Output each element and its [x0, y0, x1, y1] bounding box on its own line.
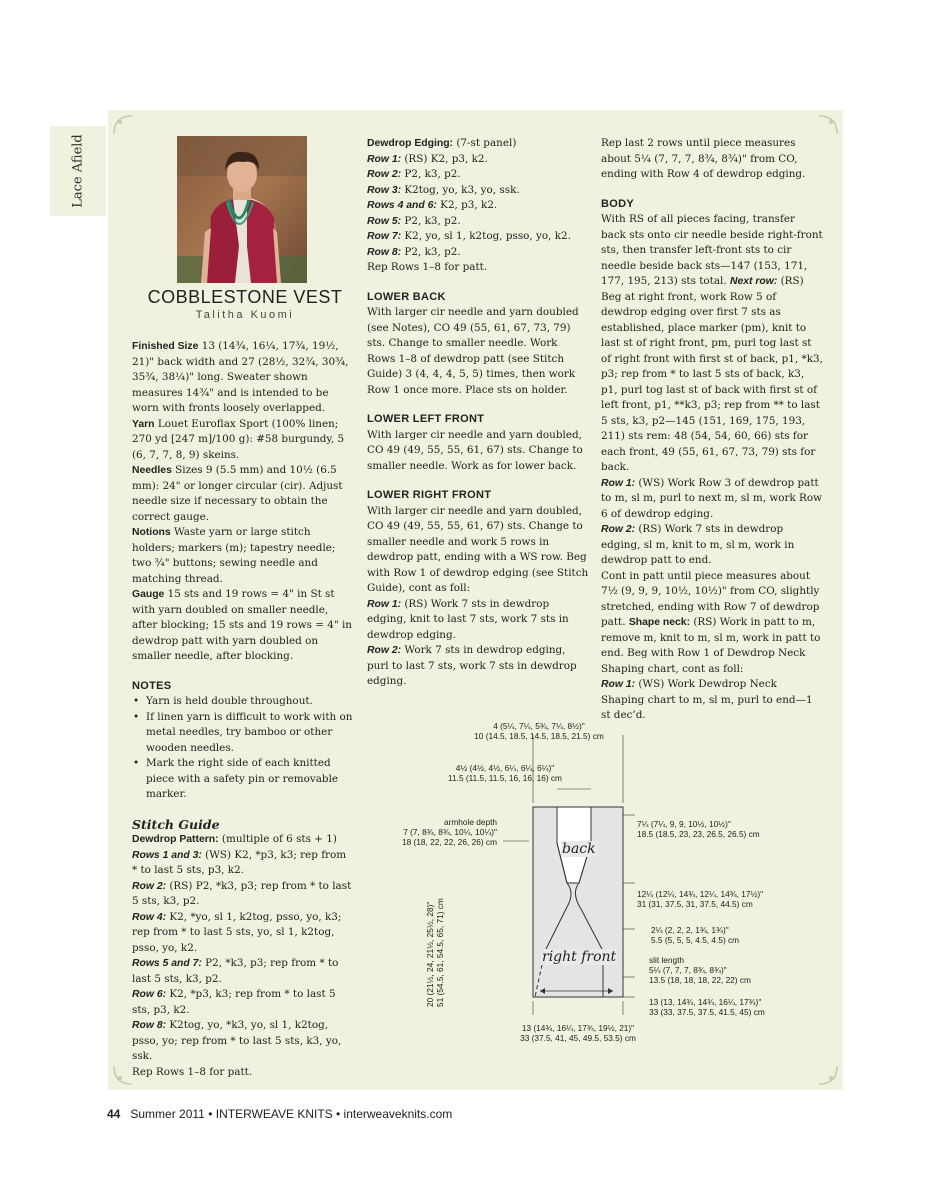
dim-cm: 51 (54.5, 61, 54.5, 65, 71) cm [435, 898, 445, 1007]
row-text: (RS) Work 7 sts in dewdrop edging, knit to last 7 sts, work 7 sts in dewdrop edging. [367, 597, 569, 641]
dim-inches: 4 (5¼, 7¼, 5¾, 7¼, 8½)" [493, 721, 585, 731]
row-label: Row 1: [367, 598, 402, 610]
row-label: Row 1: [367, 153, 402, 165]
row-label: Row 6: [132, 989, 167, 1000]
dim-right-5 [649, 997, 765, 1017]
row-text: P2, *k3, p3; rep from * to last 5 sts, k3, p2. [132, 957, 339, 985]
dim-cm: 33 (33, 37.5, 37.5, 41.5, 45) cm [649, 1007, 765, 1017]
row-text: P2, k3, p2. [401, 214, 461, 227]
row-text: K2, *p3, k3; rep from * to last 5 sts, p3, k2. [132, 988, 336, 1016]
page-number: 44 [107, 1107, 121, 1121]
row-text: K2, *yo, sl 1, k2tog, psso, yo, k3; rep from * to last 5 sts, yo, sl 1, k2tog, psso, yo, k2. [132, 910, 342, 954]
gauge-text: 15 sts and 19 rows = 4" in St st with yarn doubled on smaller needle, after blocking; 15 sts and 19 rows = 4" in dewdrop patt with yarn doubled on smaller needle, after blocking. [132, 588, 352, 662]
row-para [367, 214, 589, 230]
dim-inches: 5¼ (7, 7, 7, 8¾, 8¾)" [649, 965, 727, 975]
next-row-label: Next row: [729, 276, 778, 287]
row-para [132, 879, 354, 910]
row-text: K2, yo, sl 1, k2tog, psso, yo, k2. [401, 230, 571, 242]
footer-separator: • [336, 1107, 341, 1121]
row-text: (RS) K2, p3, k2. [401, 152, 488, 165]
row-label: Row 8: [132, 1020, 167, 1031]
gauge-label: Gauge [132, 589, 165, 600]
lower-right-front-text: With larger cir needle and yarn doubled, CO 49 (49, 55, 55, 61, 67) sts. Change to smaller needle and work 5 rows in dewdrop patt, ending with a WS row. Beg with Row 1 of dewdrop edging (see Stitch Guide), cont as foll: [367, 504, 589, 594]
body-para [601, 212, 823, 476]
dim-caption: armhole depth [443, 817, 497, 827]
row-label: Rows 1 and 3: [132, 849, 202, 861]
gauge-para [132, 587, 354, 665]
row-para [132, 910, 354, 957]
finished-size-label: Finished Size [132, 341, 199, 352]
body-heading: BODY [601, 197, 634, 210]
list-item: • Mark the right side of each knitted piece with a safety pin or removable marker. [132, 756, 354, 803]
edging-text: (7-st panel) [453, 137, 517, 149]
left-column [132, 339, 354, 1080]
corner-ornament-icon [112, 1064, 134, 1086]
dim-bottom-width [478, 1023, 678, 1043]
dewdrop-pattern-para [132, 832, 354, 848]
row-label: Row 1: [601, 679, 636, 690]
row-label: Row 2: [601, 524, 636, 535]
lower-left-front-text: With larger cir needle and yarn doubled, CO 49 (49, 55, 55, 61, 67) sts. Change to smaller needle. Work as for lower back. [367, 428, 583, 472]
dim-inches: 7¼ (7¼, 9, 9, 10½, 10½)" [637, 819, 731, 829]
corner-ornament-icon [817, 1064, 839, 1086]
row-para [132, 1018, 354, 1065]
dim-slit-length [649, 955, 751, 985]
model-photo [177, 136, 307, 283]
needles-para [132, 463, 354, 525]
row-text: (WS) Work Row 3 of dewdrop patt to m, sl m, purl to next m, sl m, work Row 6 of dewdrop edging. [601, 476, 823, 520]
row-label: Row 2: [367, 645, 402, 656]
repeat-text: Rep Rows 1–8 for patt. [132, 1065, 253, 1078]
dim-right-1 [637, 819, 760, 839]
row-para [367, 183, 589, 199]
row-label: Row 2: [132, 880, 167, 892]
dim-total-length [425, 898, 445, 1007]
dewdrop-pattern-label: Dewdrop Pattern: [132, 834, 219, 845]
row-label: Row 5: [367, 215, 402, 227]
yarn-text: Louet Euroflax Sport (100% linen; 270 yd [247 m]/100 g): #58 burgundy, 5 (6, 7, 7, 8, 9) skeins. [132, 417, 345, 461]
shape-neck-text: (RS) Work in patt to m, remove m, knit to m, sl m, work in patt to end. Beg with Row 1 of Dewdrop Neck Shaping chart, cont as foll: [601, 616, 821, 675]
section-tab-label: Lace Afield [70, 134, 86, 208]
row-para [601, 476, 823, 523]
section-tab [50, 126, 106, 216]
row-text: (RS) P2, *k3, p3; rep from * to last 5 sts, k3, p2. [132, 879, 352, 907]
row-text: (RS) Work 7 sts in dewdrop edging, sl m, knit to m, sl m, work in dewdrop patt to end. [601, 523, 795, 566]
notions-label: Notions [132, 527, 171, 538]
dim-cm: 31 (31, 37.5, 31, 37.5, 44.5) cm [637, 899, 753, 909]
needles-label: Needles [132, 465, 172, 476]
magazine-name: INTERWEAVE KNITS [215, 1107, 333, 1121]
dim-inches: 13 (14¾, 16¼, 17¾, 19½, 21)" [521, 1023, 635, 1033]
row-text: K2, p3, k2. [436, 199, 498, 211]
corner-ornament-icon [817, 114, 839, 136]
row-label: Row 4: [132, 911, 167, 923]
dim-inches: 2¼ (2, 2, 2, 1¾, 1¾)" [651, 925, 729, 935]
repeat-text: Rep last 2 rows until piece measures about 5¼ (7, 7, 7, 8¾, 8¾)" from CO, ending with Row 4 of dewdrop edging. [601, 137, 806, 180]
yarn-label: Yarn [132, 418, 155, 430]
dim-armhole-depth [385, 817, 497, 847]
dim-neck-width [405, 763, 605, 783]
dim-inches: 20 (21½, 24, 21½, 25½, 28)" [425, 901, 435, 1007]
lower-back-heading: LOWER BACK [367, 290, 446, 303]
dim-right-3 [651, 925, 739, 945]
row-para [132, 956, 354, 987]
cont-text: Cont in patt until piece measures about 7½ (9, 9, 9, 10½, 10½)" from CO, slightly stretched, ending with Row 7 of dewdrop patt. [601, 569, 820, 628]
row-label: Row 8: [367, 246, 402, 258]
dim-inches: 4½ (4½, 4½, 6¼, 6¼, 6¼)" [455, 763, 555, 773]
needles-text: Sizes 9 (5.5 mm) and 10½ (6.5 mm): 24" or longer circular (cir). Adjust needle size if necessary to obtain the correct gauge. [132, 464, 343, 523]
dim-top-width [439, 721, 639, 741]
row-label: Rows 5 and 7: [132, 958, 202, 969]
page-footer [107, 1107, 452, 1121]
back-label: back [562, 841, 596, 857]
row-label: Row 3: [367, 184, 402, 196]
edging-para [367, 136, 589, 152]
finished-size-text: 13 (14¾, 16¼, 17¾, 19½, 21)" back width and 27 (28½, 32¾, 30¾, 35¾, 38¼)" long. Sweater shown measures 14¾" and is intended to be worn with fronts loosely overlapped. [132, 340, 349, 414]
row-text: K2tog, yo, *k3, yo, sl 1, k2tog, psso, yo; rep from * to last 5 sts, k3, yo, ssk. [132, 1019, 342, 1062]
row-text: P2, k3, p2. [401, 168, 461, 180]
footer-separator: • [208, 1107, 213, 1121]
dim-cm: 18.5 (18.5, 23, 23, 26.5, 26.5) cm [637, 829, 760, 839]
row-para [367, 245, 589, 261]
dim-caption: slit length [649, 955, 685, 965]
row-label: Rows 4 and 6: [367, 200, 437, 211]
notes-list [132, 694, 354, 803]
middle-column [367, 136, 589, 690]
lower-left-front-heading: LOWER LEFT FRONT [367, 413, 485, 425]
dim-cm: 33 (37.5, 41, 45, 49.5, 53.5) cm [520, 1033, 636, 1043]
lower-right-front-heading: LOWER RIGHT FRONT [367, 489, 492, 501]
dim-right-2 [637, 889, 763, 909]
body-text: With RS of all pieces facing, transfer back sts onto cir needle beside right-front sts, then transfer left-front sts to cir needle beside back sts—147 (153, 171, 177, 195, 213) sts total. [601, 213, 823, 287]
yarn-para [132, 417, 354, 464]
row-para [601, 522, 823, 569]
row-para [367, 597, 589, 644]
list-item: • Yarn is held double throughout. [132, 694, 354, 710]
lower-back-text: With larger cir needle and yarn doubled (see Notes), CO 49 (55, 61, 67, 73, 79) sts. Change to smaller needle. Work Rows 1–8 of dewdrop patt (see Stitch Guide) 3 (4, 4, 4, 5, 5) times, then work Row 1 once more. Place sts on holder. [367, 306, 579, 396]
pattern-author: Talitha Kuomi [195, 309, 295, 321]
dim-cm: 10 (14.5, 18.5, 14.5, 18.5, 21.5) cm [474, 731, 604, 741]
cont-para [601, 569, 823, 678]
row-text: (WS) K2, *p3, k3; rep from * to last 5 sts, p3, k2. [132, 848, 347, 876]
shape-neck-label: Shape neck: [628, 617, 691, 628]
row-text: Work 7 sts in dewdrop edging, purl to last 7 sts, work 7 sts in dewdrop edging. [367, 644, 577, 687]
row-text: K2tog, yo, k3, yo, ssk. [401, 183, 520, 196]
website: interweaveknits.com [343, 1107, 453, 1121]
finished-size-para [132, 339, 354, 417]
row-text: (WS) Work Dewdrop Neck Shaping chart to m, sl m, purl to end—1 st dec’d. [601, 678, 813, 721]
edging-label: Dewdrop Edging: [367, 138, 454, 149]
dim-cm: 18 (18, 22, 22, 26, 26) cm [401, 837, 497, 847]
dim-cm: 13.5 (18, 18, 18, 22, 22) cm [649, 975, 751, 985]
row-para [367, 152, 589, 168]
row-para [367, 229, 589, 245]
right-column [601, 136, 823, 724]
dewdrop-pattern-text: (multiple of 6 sts + 1) [218, 833, 337, 845]
row-para [132, 848, 354, 879]
row-para [132, 987, 354, 1018]
notions-para [132, 525, 354, 587]
corner-ornament-icon [112, 114, 134, 136]
dim-inches: 12¼ (12¼, 14¾, 12¼, 14¾, 17½)" [637, 889, 764, 899]
schematic-diagram [385, 715, 805, 1055]
row-label: Row 7: [367, 231, 402, 242]
row-label: Row 2: [367, 169, 402, 180]
row-label: Row 1: [601, 477, 636, 489]
model-photo-image [177, 136, 307, 283]
dim-cm: 11.5 (11.5, 11.5, 16, 16, 16) cm [448, 773, 562, 783]
issue-date: Summer 2011 [130, 1107, 205, 1121]
row-para [367, 643, 589, 690]
row-para [367, 167, 589, 183]
dim-cm: 5.5 (5, 5, 5, 4.5, 4.5) cm [651, 935, 740, 945]
repeat-text: Rep Rows 1–8 for patt. [367, 261, 488, 273]
stitch-guide-heading: Stitch Guide [132, 816, 220, 832]
notes-heading: NOTES [132, 679, 172, 692]
row-para [367, 198, 589, 214]
row-text: P2, k3, p2. [401, 245, 461, 258]
right-front-label: right front [542, 949, 617, 965]
body-text: (RS) Beg at right front, work Row 5 of dewdrop edging over first 7 sts as established, place marker (pm), knit to last st of right front, pm, purl tog last st of right front with first st of back, p1, *k3, p3; rep from * to last 5 sts of back, k3, p1, purl tog last st of back with first st of left front, p1, **k3, p3; rep from ** to last 5 sts, k3, p2—145 (151, 169, 175, 193, 211) sts rem: 48 (54, 54, 60, 66) sts for each front, 49 (55, 61, 67, 73, 79) sts for back. [601, 275, 823, 473]
list-item: • If linen yarn is difficult to work with on metal needles, try bamboo or other wooden needles. [132, 710, 354, 757]
dim-inches: 13 (13, 14¾, 14¾, 16¼, 17¾)" [649, 997, 762, 1007]
notions-text: Waste yarn or large stitch holders; markers (m); tapestry needle; two ¾" buttons; sewing needle and matching thread. [132, 526, 336, 585]
pattern-title: COBBLESTONE VEST [147, 287, 343, 307]
dim-inches: 7 (7, 8¾, 8¾, 10¼, 10¼)" [403, 827, 497, 837]
